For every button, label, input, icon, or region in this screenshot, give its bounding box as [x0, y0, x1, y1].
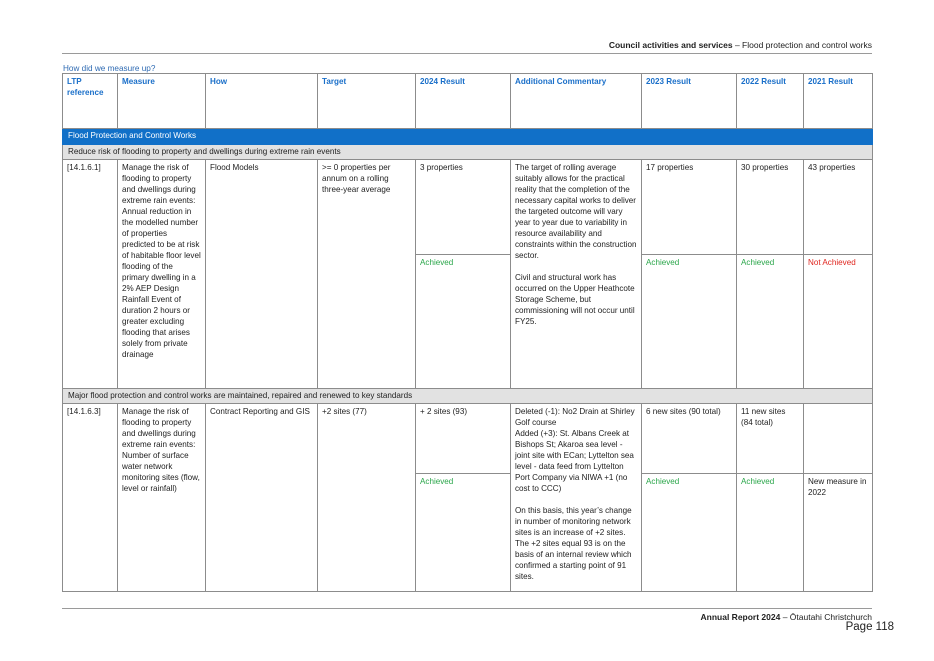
col-2023-result: 2023 Result: [642, 74, 737, 129]
commentary: [511, 404, 642, 592]
col-how: How: [206, 74, 318, 129]
result-2023: 17 properties: [642, 160, 737, 255]
status-2023: Achieved: [642, 255, 737, 389]
ltp-reference: [14.1.6.3]: [63, 404, 118, 592]
table-row: [63, 160, 873, 255]
group-row: [63, 389, 873, 404]
col-additional-commentary: Additional Commentary: [511, 74, 642, 129]
result-2022: 11 new sites (84 total): [737, 404, 804, 474]
status-2021: New measure in 2022: [804, 474, 873, 592]
result-2024: 3 properties: [416, 160, 511, 255]
section-row: [63, 129, 873, 145]
commentary-paragraph: Added (+3): St. Albans Creek at Bishops St; Akaroa sea level - joint site with ECan; Lyttelton sea level - data feed from Lyttelton Port Company via NIWA +1 (no cost to CCC): [515, 429, 634, 493]
status-2024: Achieved: [416, 255, 511, 389]
target-text: >= 0 properties per annum on a rolling three-year average: [318, 160, 416, 389]
col-measure: Measure: [118, 74, 206, 129]
result-2023: 6 new sites (90 total): [642, 404, 737, 474]
group1-title: Reduce risk of flooding to property and dwellings during extreme rain events: [63, 145, 873, 160]
status-2023: Achieved: [642, 474, 737, 592]
page-header: [62, 40, 872, 50]
measure-text: Manage the risk of flooding to property and dwellings during extreme rain events: Annual reduction in the modelled number of properties predicted to be at risk of habitable floor level flooding of the primary dwelling in a 2% AEP Design Rainfall Event of duration 2 hours or greater excluding flooding that arises solely from private drainage: [118, 160, 206, 389]
commentary-paragraph: The target of rolling average suitably allows for the practical reality that the completion of the necessary capital works to deliver the targeted outcome will vary year to year due to variability in resource availability and constraints within the construction sector.: [515, 163, 637, 260]
group2-title: Major flood protection and control works are maintained, repaired and renewed to key standards: [63, 389, 873, 404]
footer-report-title: Annual Report 2024: [700, 612, 781, 622]
status-2022: Achieved: [737, 255, 804, 389]
col-ltp-reference: LTP reference: [63, 74, 118, 129]
commentary-paragraph: The +2 sites equal 93 is on the basis of an internal review which confirmed a starting point of 91 sites.: [515, 539, 632, 581]
group-row: [63, 145, 873, 160]
col-2024-result: 2024 Result: [416, 74, 511, 129]
status-2022: Achieved: [737, 474, 804, 592]
measure-text: Manage the risk of flooding to property and dwellings during extreme rain events: Number of surface water network monitoring sites (flow, level or rainfall): [118, 404, 206, 592]
footer-report-city: – Ōtautahi Christchurch: [780, 612, 872, 622]
result-2022: 30 properties: [737, 160, 804, 255]
table-header-row: [63, 74, 873, 129]
target-text: +2 sites (77): [318, 404, 416, 592]
commentary-paragraph: Deleted (-1): No2 Drain at Shirley Golf course: [515, 407, 635, 427]
footer-divider: [62, 608, 872, 609]
section-title: Flood Protection and Control Works: [63, 129, 873, 145]
commentary-paragraph: Civil and structural work has occurred on the Upper Heathcote Storage Scheme, but commissioning will not occur until FY25.: [515, 273, 635, 326]
how-text: Flood Models: [206, 160, 318, 389]
table-row: [63, 404, 873, 474]
header-divider: [62, 53, 872, 54]
ltp-reference: [14.1.6.1]: [63, 160, 118, 389]
result-2021: 43 properties: [804, 160, 873, 255]
how-text: Contract Reporting and GIS: [206, 404, 318, 592]
header-section-title: Council activities and services: [608, 40, 733, 50]
commentary: [511, 160, 642, 389]
col-target: Target: [318, 74, 416, 129]
page-number: Page 118: [845, 621, 894, 633]
result-2024: + 2 sites (93): [416, 404, 511, 474]
commentary-paragraph: On this basis, this year’s change in number of monitoring network sites is an increase of +2 sites.: [515, 506, 632, 537]
status-2024: Achieved: [416, 474, 511, 592]
header-section-subtitle: – Flood protection and control works: [732, 40, 872, 50]
status-2021: Not Achieved: [804, 255, 873, 389]
col-2022-result: 2022 Result: [737, 74, 804, 129]
result-2021: [804, 404, 873, 474]
performance-table: [62, 73, 873, 592]
col-2021-result: 2021 Result: [804, 74, 873, 129]
table-caption: How did we measure up?: [63, 64, 156, 73]
